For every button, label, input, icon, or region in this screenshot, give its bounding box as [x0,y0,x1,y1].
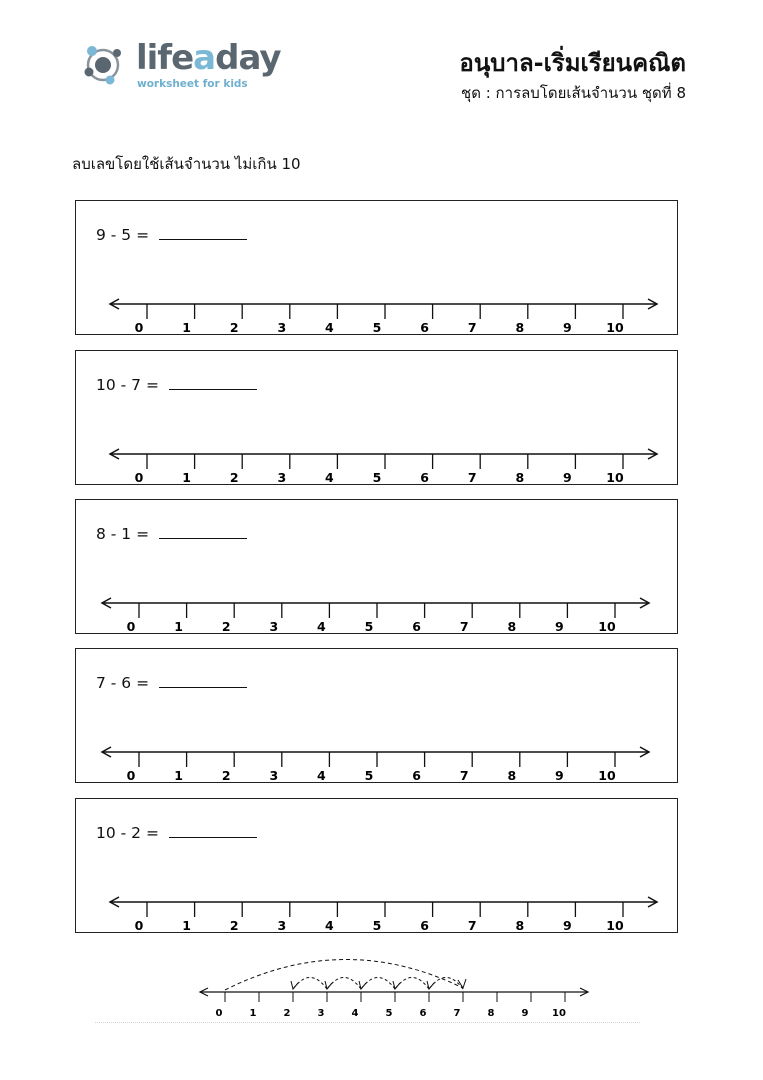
example-tick-label: 4 [351,1008,359,1019]
page-title: อนุบาล-เริ่มเรียนคณิต [459,49,686,77]
tick-label: 3 [277,918,287,933]
example-tick-label: 8 [487,1008,495,1019]
instruction-text: ลบเลขโดยใช้เส้นจำนวน ไม่เกิน 10 [72,155,301,173]
tick-label: 5 [372,918,382,933]
tick-label: 6 [420,470,429,485]
tick-label: 2 [221,768,231,783]
tick-label: 1 [182,918,191,933]
arrow-head-icon [458,979,466,988]
problem-box [75,350,678,485]
problem-box [75,798,678,933]
tick-label: 8 [515,320,525,335]
example-tick-label: 7 [453,1008,461,1019]
example-tick-label: 0 [215,1008,223,1019]
logo-word-part: life [136,38,194,78]
tick-label: 8 [515,918,525,933]
tick-label: 8 [507,768,517,783]
tick-label: 1 [174,768,183,783]
tick-label: 0 [134,320,144,335]
page-subtitle: ชุด : การลบโดยเส้นจำนวน ชุดที่ 8 [461,84,686,102]
logo-word-part: day [215,38,281,78]
tick-label: 8 [507,619,517,634]
problem-box [75,648,678,783]
tick-label: 10 [606,320,624,335]
tick-label: 6 [420,918,429,933]
tick-label: 4 [325,320,334,335]
tick-label: 4 [317,768,326,783]
tick-label: 1 [174,619,183,634]
tick-label: 6 [420,320,429,335]
equation-text: 9 - 5 = [96,226,150,244]
tick-label: 7 [459,768,469,783]
tick-label: 5 [364,619,374,634]
example-tick-label: 5 [385,1008,393,1019]
example-tick-label: 3 [317,1008,325,1019]
tick-label: 4 [317,619,326,634]
example-number-line [195,948,595,1023]
tick-label: 8 [515,470,525,485]
problem-box [75,200,678,335]
tick-label: 2 [229,470,239,485]
tick-label: 2 [229,320,239,335]
tick-label: 9 [555,768,564,783]
tick-label: 1 [182,470,191,485]
tick-label: 5 [372,320,382,335]
tick-label: 9 [563,918,572,933]
tick-label: 0 [126,619,136,634]
tick-label: 4 [325,918,334,933]
tick-label: 10 [606,470,624,485]
tick-label: 3 [269,768,279,783]
tick-label: 6 [412,619,421,634]
logo-wordmark [136,36,281,80]
example-tick-label: 2 [283,1008,291,1019]
tick-label: 3 [269,619,279,634]
tick-label: 0 [134,918,144,933]
tick-label: 7 [467,918,477,933]
tick-label: 3 [277,320,287,335]
equation-text: 8 - 1 = [96,525,150,543]
tick-label: 7 [459,619,469,634]
tick-label: 10 [598,619,616,634]
equation-text: 7 - 6 = [96,674,150,692]
number-line [76,351,679,486]
logo-tagline: worksheet for kids [137,78,248,90]
tick-label: 2 [221,619,231,634]
tick-label: 2 [229,918,239,933]
divider [95,1022,640,1023]
equation-text: 10 - 2 = [96,824,159,842]
number-line [76,500,679,635]
number-line [76,201,679,336]
tick-label: 10 [606,918,624,933]
tick-label: 5 [372,470,382,485]
number-line [76,649,679,784]
tick-label: 9 [563,320,572,335]
arrow-head-icon [291,981,298,989]
tick-label: 7 [467,470,477,485]
lifeaday-logo [82,38,282,94]
number-line [76,799,679,934]
example-tick-label: 10 [552,1008,566,1019]
tick-label: 0 [134,470,144,485]
example-start-arc [225,959,463,990]
molecule-logo-icon [82,40,132,90]
example-tick-label: 1 [249,1008,257,1019]
tick-label: 6 [412,768,421,783]
tick-label: 9 [563,470,572,485]
tick-label: 5 [364,768,374,783]
tick-label: 3 [277,470,287,485]
tick-label: 0 [126,768,136,783]
tick-label: 4 [325,470,334,485]
example-tick-label: 9 [521,1008,529,1019]
tick-label: 10 [598,768,616,783]
example-tick-label: 6 [419,1008,427,1019]
problem-box [75,499,678,634]
tick-label: 1 [182,320,191,335]
tick-label: 7 [467,320,477,335]
equation-text: 10 - 7 = [96,376,159,394]
tick-label: 9 [555,619,564,634]
logo-word-part: a [193,38,216,78]
